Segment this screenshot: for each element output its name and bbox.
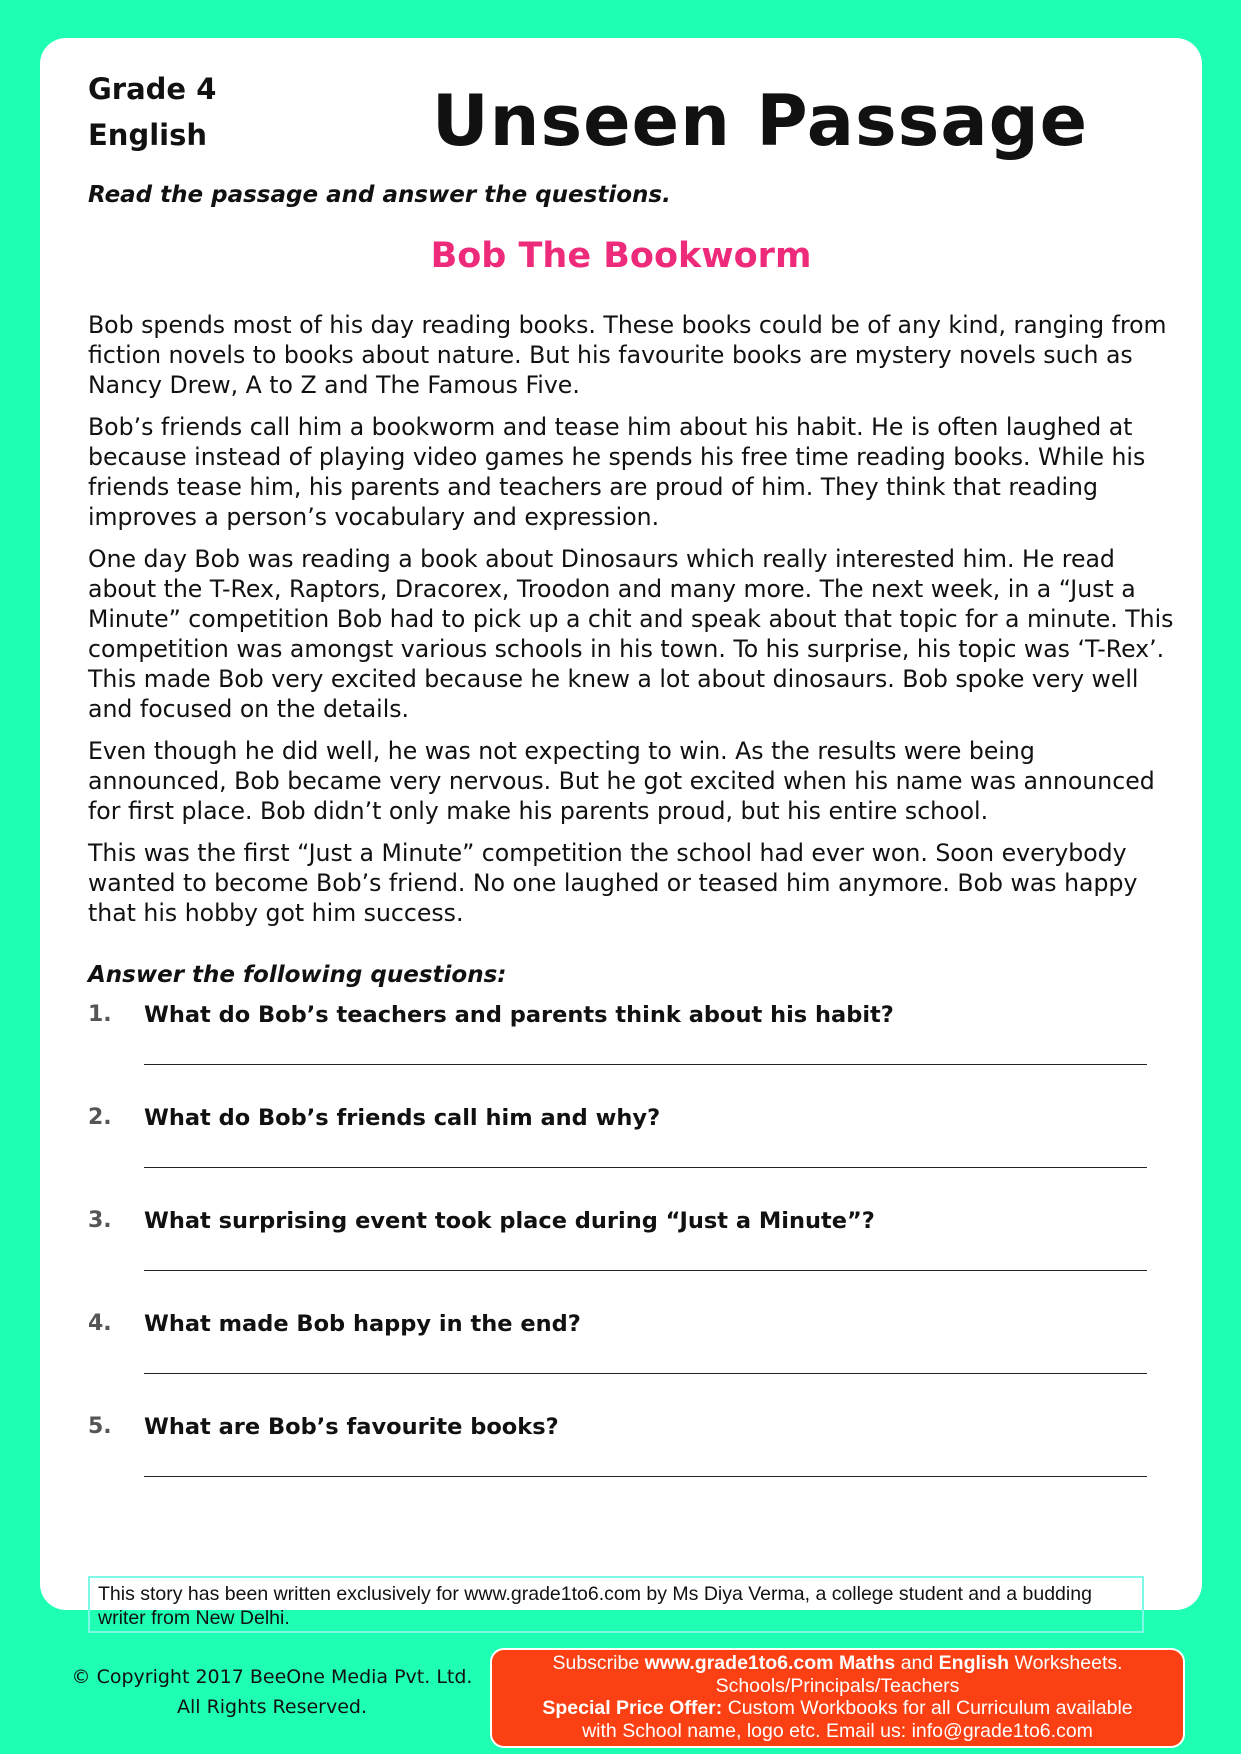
offer-contact[interactable]: with School name, logo etc. Email us: info@grade1to6.com <box>582 1719 1093 1742</box>
offer-audience: Schools/Principals/Teachers <box>715 1674 960 1697</box>
passage-paragraph: One day Bob was reading a book about Dinosaurs which really interested him. He read about the T-Rex, Raptors, Dracorex, Troodon and many more. The next week, in a “Just a Minute” competition Bob had to pick up a chit and speak about that topic for a minute. This competition was amongst various schools in his town. To his surprise, his topic was ‘T-Rex’. This made Bob very excited because he knew a lot about dinosaurs. Bob spoke very well and focused on the details. <box>88 545 1174 723</box>
subject-text: English <box>88 118 208 152</box>
question-text: What surprising event took place during “Just a Minute”? <box>144 1208 875 1234</box>
question-number: 2. <box>88 1105 112 1130</box>
copyright-notice <box>52 1662 492 1722</box>
site-link[interactable]: www.grade1to6.com <box>644 1652 834 1674</box>
offer-line-3 <box>492 1697 1183 1720</box>
worksheet-page <box>40 38 1202 1629</box>
passage <box>88 310 1178 940</box>
worksheets-text: Worksheets. <box>1014 1652 1123 1674</box>
question-number: 4. <box>88 1311 112 1336</box>
grade-label <box>88 66 216 158</box>
question-text: What do Bob’s friends call him and why? <box>144 1105 661 1131</box>
passage-paragraph: Bob’s friends call him a bookworm and tease him about his habit. He is often laughed at because instead of playing video games he spends his free time reading books. While his friends tease him, his parents and teachers are proud of him. They think that reading improves a person’s vocabulary and expression. <box>88 413 1146 531</box>
subscribe-text: Subscribe <box>552 1652 640 1674</box>
answer-line[interactable] <box>144 1476 1147 1477</box>
and-text: and <box>900 1652 934 1674</box>
question-text: What are Bob’s favourite books? <box>144 1414 559 1440</box>
questions-heading: Answer the following questions: <box>88 962 507 988</box>
grade-text: Grade 4 <box>88 72 217 106</box>
special-offer-label: Special Price Offer: <box>542 1697 723 1719</box>
author-credit: This story has been written exclusively for www.grade1to6.com by Ms Diya Verma, a college student and a budding writer from New Delhi. <box>88 1576 1144 1633</box>
subscribe-offer-banner[interactable] <box>490 1648 1185 1748</box>
maths-text: Maths <box>838 1652 896 1674</box>
answer-line[interactable] <box>144 1064 1147 1065</box>
instruction: Read the passage and answer the questions. <box>88 182 671 208</box>
copyright-line: © Copyright 2017 BeeOne Media Pvt. Ltd. <box>71 1666 473 1688</box>
question-item <box>88 1414 1188 1494</box>
question-number: 3. <box>88 1208 112 1233</box>
question-text: What made Bob happy in the end? <box>144 1311 581 1337</box>
question-item <box>88 1311 1188 1391</box>
passage-paragraph: This was the first “Just a Minute” competition the school had ever won. Soon everybody wanted to become Bob’s friend. No one laughed or teased him anymore. Bob was happy that his hobby got him success. <box>88 839 1138 927</box>
question-item <box>88 1002 1188 1082</box>
answer-line[interactable] <box>144 1270 1147 1271</box>
story-title: Bob The Bookworm <box>430 236 812 276</box>
passage-paragraph: Even though he did well, he was not expecting to win. As the results were being announced, Bob became very nervous. But he got excited when his name was announced for first place. Bob didn’t only make his parents proud, but his entire school. <box>88 737 1155 825</box>
passage-paragraph: Bob spends most of his day reading books. These books could be of any kind, ranging from fiction novels to books about nature. But his favourite books are mystery novels such as Nancy Drew, A to Z and The Famous Five. <box>88 311 1167 399</box>
offer-line-1 <box>492 1652 1183 1675</box>
answer-line[interactable] <box>144 1373 1147 1374</box>
question-text: What do Bob’s teachers and parents think about his habit? <box>144 1002 894 1028</box>
rights-line: All Rights Reserved. <box>176 1696 368 1718</box>
english-text: English <box>938 1652 1010 1674</box>
question-number: 1. <box>88 1002 112 1027</box>
answer-line[interactable] <box>144 1167 1147 1168</box>
special-offer-text: Custom Workbooks for all Curriculum available <box>727 1697 1133 1719</box>
question-item <box>88 1208 1188 1288</box>
page-title: Unseen Passage <box>431 80 1089 162</box>
question-number: 5. <box>88 1414 112 1439</box>
question-item <box>88 1105 1188 1185</box>
